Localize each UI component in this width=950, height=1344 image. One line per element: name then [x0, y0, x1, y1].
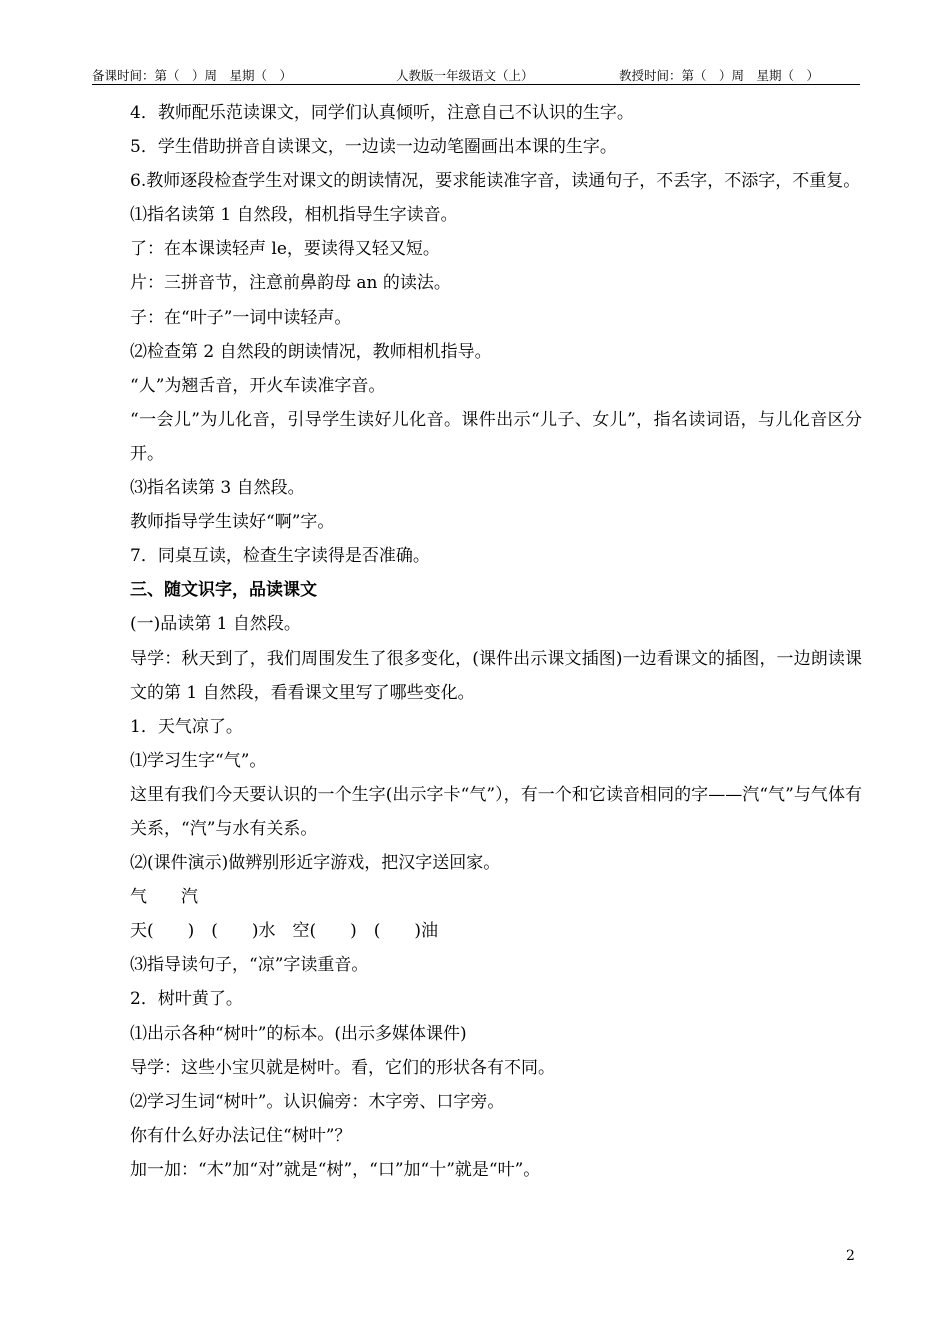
lesson-body [92, 96, 862, 1187]
sub-step-2-line: ⑵检查第 2 自然段的朗读情况，教师相机指导。 [130, 341, 492, 362]
char-pair-line: 气 汽 [130, 887, 198, 908]
page-number: 2 [846, 1248, 855, 1264]
char-zi-note: 子：在“叶子”一词中读轻声。 [130, 307, 352, 328]
method-line: 加一加：“木”加“对”就是“树”，“口”加“十”就是“叶”。 [130, 1159, 541, 1180]
section-heading: 三、随文识字，品读课文 [130, 580, 317, 601]
step-7-line: 7．同桌互读，检查生字读得是否准确。 [130, 546, 430, 567]
read-sentence-line: ⑶指导读句子，“凉”字读重音。 [130, 955, 369, 976]
guide-leaves-line: 导学：这些小宝贝就是树叶。看，它们的形状各有不同。 [130, 1057, 555, 1078]
qi-explanation-paragraph: 这里有我们今天要认识的一个生字(出示字卡“气”），有一个和它读音相同的字——汽“气”与气体有关系，“汽”与水有关系。 [130, 784, 862, 839]
char-pian-note: 片：三拼音节，注意前鼻韵母 an 的读法。 [130, 273, 451, 294]
erhua-paragraph: “一会儿”为儿化音，引导学生读好儿化音。课件出示“儿子、女儿”，指名读词语，与儿化音区分开。 [130, 409, 862, 464]
sub-step-3-line: ⑶指名读第 3 自然段。 [130, 478, 305, 499]
point-2-line: 2．树叶黄了。 [130, 989, 243, 1010]
game-line: ⑵(课件演示)做辨别形近字游戏，把汉字送回家。 [130, 853, 501, 874]
step-6-paragraph: 6.教师逐段检查学生对课文的朗读情况，要求能读准字音，读通句子，不丢字，不添字，不重复。 [130, 171, 861, 192]
sub-step-1-line: ⑴指名读第 1 自然段，相机指导生字读音。 [130, 205, 458, 226]
question-line: 你有什么好办法记住“树叶”？ [130, 1125, 352, 1146]
char-a-note: 教师指导学生读好“啊”字。 [130, 512, 335, 533]
fill-blank-line: 天( ) ( )水 空( ) ( )油 [130, 921, 439, 942]
leaf-samples-line: ⑴出示各种“树叶”的标本。(出示多媒体课件) [130, 1023, 467, 1044]
char-ren-note: “人”为翘舌音，开火车读准字音。 [130, 375, 386, 396]
point-1-line: 1．天气凉了。 [130, 716, 243, 737]
step-4-line: 4．教师配乐范读课文，同学们认真倾听，注意自己不认识的生字。 [130, 103, 634, 123]
step-5-line: 5．学生借助拼音自读课文，一边读一边动笔圈画出本课的生字。 [130, 137, 617, 158]
header-teach-time: 教授时间：第（ ）周 星期（ ） [619, 68, 820, 83]
header-prep-time: 备课时间：第（ ）周 星期（ ） [92, 68, 293, 83]
page-header [92, 62, 860, 85]
learn-qi-line: ⑴学习生字“气”。 [130, 750, 267, 771]
char-le-note: 了：在本课读轻声 le，要读得又轻又短。 [130, 239, 440, 260]
header-textbook-title: 人教版一年级语文（上） [396, 68, 534, 83]
guide-paragraph-1: 导学：秋天到了，我们周围发生了很多变化，(课件出示课文插图)一边看课文的插图，一边朗读课文的第 1 自然段，看看课文里写了哪些变化。 [130, 648, 862, 703]
learn-shuye-line: ⑵学习生词“树叶”。认识偏旁：木字旁、口字旁。 [130, 1091, 505, 1112]
part-1-heading: (一)品读第 1 自然段。 [130, 614, 301, 635]
